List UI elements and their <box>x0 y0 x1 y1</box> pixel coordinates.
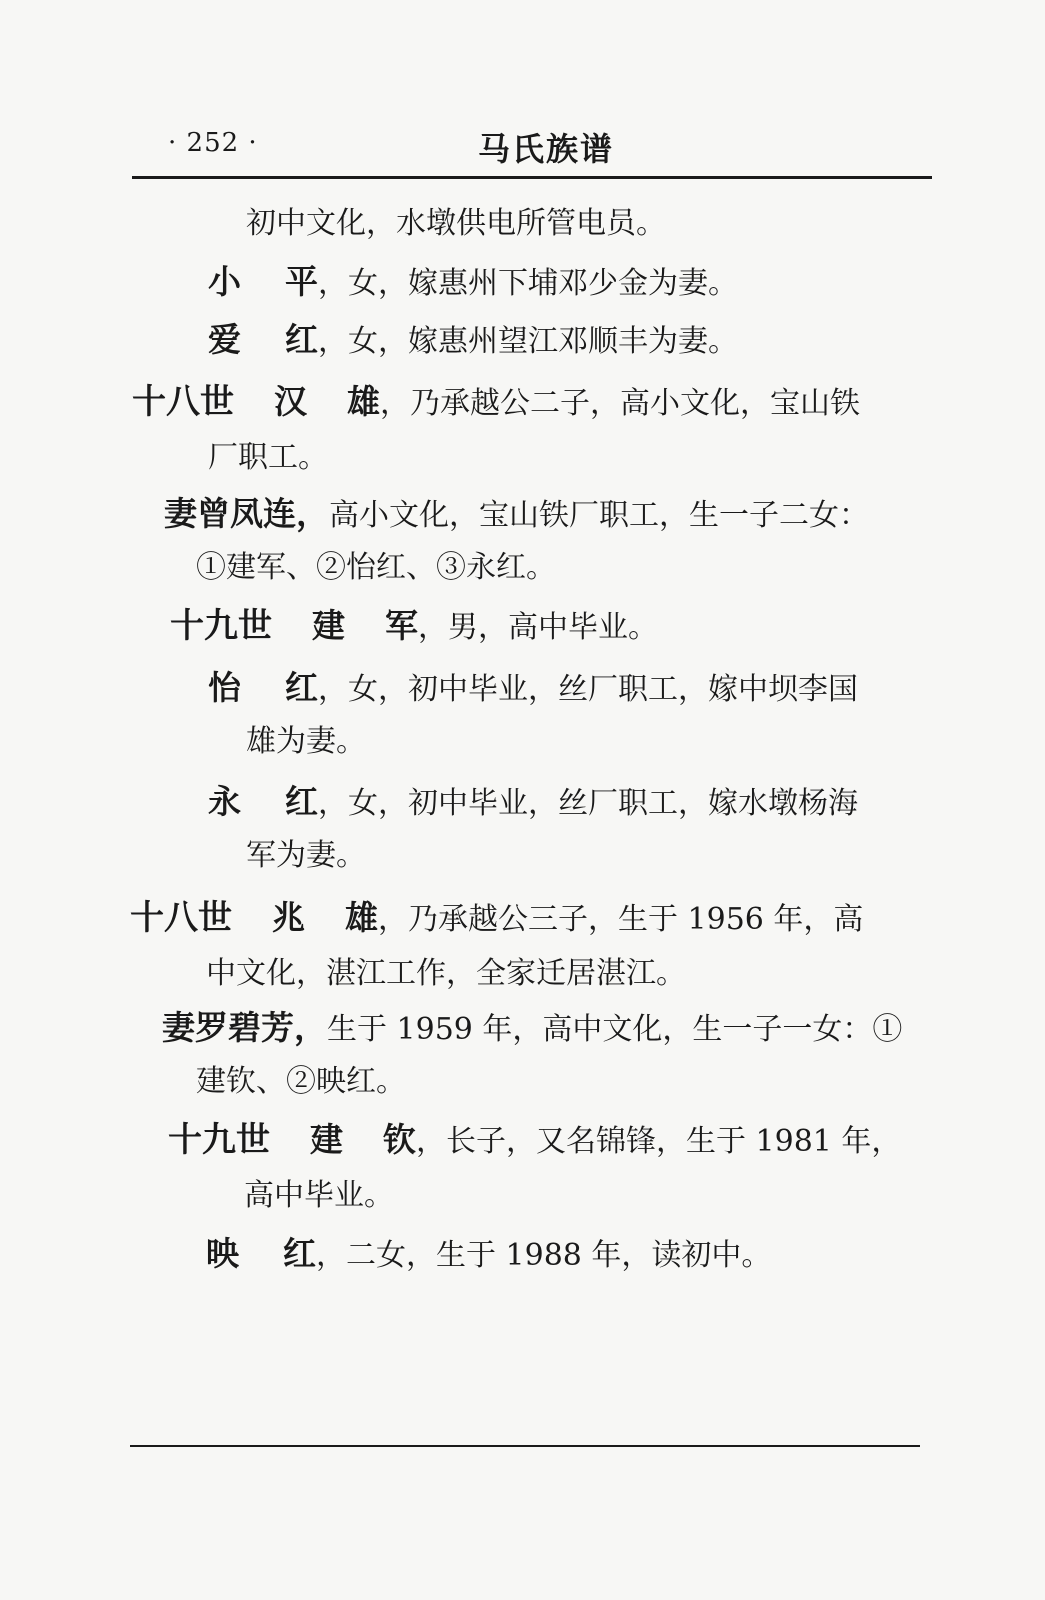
running-title: 马氏族谱 <box>478 130 615 168</box>
person-name: 红 <box>285 668 318 707</box>
person-name: 怡 <box>208 668 241 707</box>
person-name: 雄 <box>347 382 380 421</box>
entry-continuation: 厂职工。 <box>208 440 328 475</box>
entry-jianjun: 十九世 建 军，男，高中毕业。 <box>170 606 658 646</box>
person-name: 爱 <box>208 320 241 359</box>
person-name: 小 <box>208 262 241 301</box>
entry-continuation: 建钦、②映红。 <box>196 1064 406 1099</box>
person-name: 映 <box>206 1234 239 1273</box>
person-name: 军 <box>385 606 418 645</box>
entry-zhaoxiong: 十八世 兆 雄，乃承越公三子，生于 1956 年，高 <box>130 898 864 938</box>
generation-label: 十九世 <box>168 1120 270 1160</box>
header-rule <box>132 176 932 179</box>
footer-rule <box>130 1445 920 1447</box>
person-name: 红 <box>285 782 318 821</box>
entry-jianqin: 十九世 建 钦，长子，又名锦锋，生于 1981 年， <box>168 1120 902 1160</box>
generation-label: 十八世 <box>132 382 234 422</box>
entry-xiaoping: 小 平，女，嫁惠州下埔邓少金为妻。 <box>208 262 738 301</box>
page-number: · 252 · <box>168 128 258 158</box>
entry-continuation: 军为妻。 <box>246 838 366 873</box>
entry-yonghong: 永 红，女，初中毕业，丝厂职工，嫁水墩杨海 <box>208 782 858 821</box>
spouse-name: 妻罗碧芳， <box>162 1008 327 1047</box>
spouse-name: 妻曾凤连， <box>164 494 329 533</box>
person-name: 兆 <box>272 898 305 937</box>
entry-continuation: 雄为妻。 <box>246 724 366 759</box>
entry-yihong: 怡 红，女，初中毕业，丝厂职工，嫁中坝李国 <box>208 668 858 707</box>
entry-text-line: 初中文化，水墩供电所管电员。 <box>246 206 666 241</box>
entry-continuation: ①建军、②怡红、③永红。 <box>196 550 556 585</box>
person-name: 平 <box>285 262 318 301</box>
entry-continuation: 高中毕业。 <box>244 1178 394 1213</box>
entry-hanxiong: 十八世 汉 雄，乃承越公二子，高小文化，宝山铁 <box>132 382 860 422</box>
person-name: 汉 <box>274 382 307 421</box>
person-name: 建 <box>312 606 345 645</box>
entry-aihong: 爱 红，女，嫁惠州望江邓顺丰为妻。 <box>208 320 738 359</box>
generation-label: 十九世 <box>170 606 272 646</box>
entry-continuation: 中文化，湛江工作，全家迁居湛江。 <box>206 956 686 991</box>
entry-spouse-luo: 妻罗碧芳，生于 1959 年，高中文化，生一子一女：① <box>162 1008 903 1047</box>
entry-spouse-zeng: 妻曾凤连，高小文化，宝山铁厂职工，生一子二女： <box>164 494 869 533</box>
generation-label: 十八世 <box>130 898 232 938</box>
person-name: 钦 <box>383 1120 416 1159</box>
entry-yinghong: 映 红，二女，生于 1988 年，读初中。 <box>206 1234 772 1273</box>
person-name: 永 <box>208 782 241 821</box>
person-name: 雄 <box>345 898 378 937</box>
person-name: 建 <box>310 1120 343 1159</box>
person-name: 红 <box>285 320 318 359</box>
person-name: 红 <box>283 1234 316 1273</box>
